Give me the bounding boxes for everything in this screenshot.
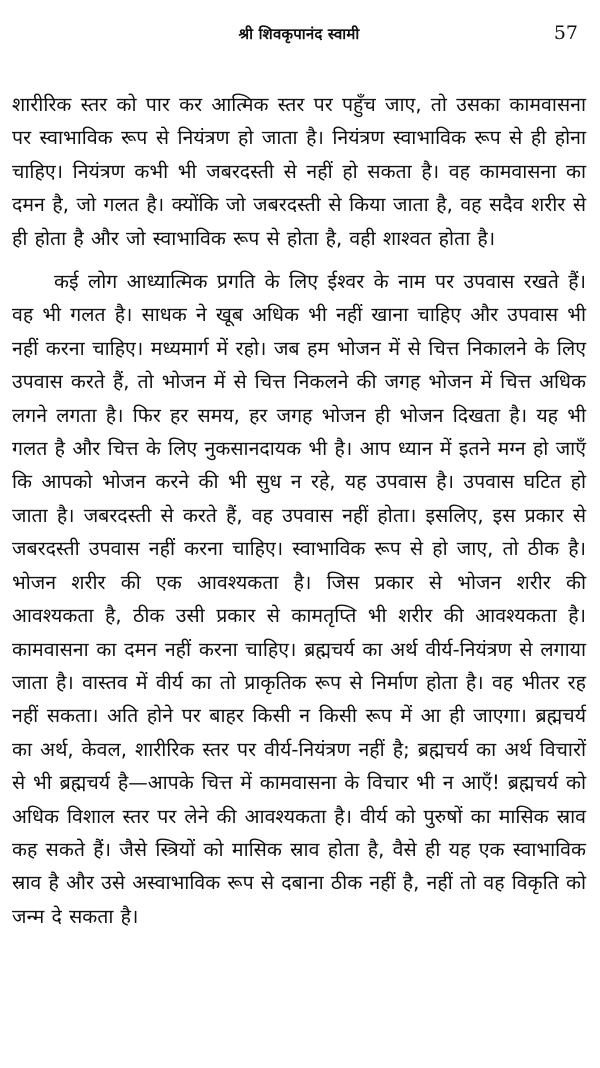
page-header [12, 18, 586, 52]
running-title: श्री शिवकृपानंद स्वामी [238, 25, 360, 43]
paragraph: कई लोग आध्यात्मिक प्रगति के लिए ईश्वर के नाम पर उपवास रखते हैं। वह भी गलत है। साधक ने खूब अधिक भी नहीं खाना चाहिए और उपवास भी नहीं करना चाहिए। मध्यमार्ग में रहो। जब हम भोजन में से चित्त निकालने के लिए उपवास करते हैं, तो भोजन में से चित्त निकलने की जगह भोजन में चित्त अधिक लगने लगता है। फिर हर समय, हर जगह भोजन ही भोजन दिखता है। यह भी गलत है और चित्त के लिए नुकसानदायक भी है। आप ध्यान में इतने मग्न हो जाएँ कि आपको भोजन करने की भी सुध न रहे, यह उपवास है। उपवास घटित हो जाता है। जबरदस्ती से करते हैं, वह उपवास नहीं होता। इसलिए, इस प्रकार से जबरदस्ती उपवास नहीं करना चाहिए। स्वाभाविक रूप से हो जाए, तो ठीक है। भोजन शरीर की एक आवश्यकता है। जिस प्रकार से भोजन शरीर की आवश्यकता है, ठीक उसी प्रकार से कामतृप्ति भी शरीर की आवश्यकता है। कामवासना का दमन नहीं करना चाहिए। ब्रह्मचर्य का अर्थ वीर्य-नियंत्रण से लगाया जाता है। वास्तव में वीर्य का तो प्राकृतिक रूप से निर्माण होता है। वह भीतर रह नहीं सकता। अति होने पर बाहर किसी न किसी रूप में आ ही जाएगा। ब्रह्मचर्य का अर्थ, केवल, शारीरिक स्तर पर वीर्य-नियंत्रण नहीं है; ब्रह्मचर्य का अर्थ विचारों से भी ब्रह्मचर्य है—आपके चित्त में कामवासना के विचार भी न आएँ! ब्रह्मचर्य को अधिक विशाल स्तर पर लेने की आवश्यकता है। वीर्य को पुरुषों का मासिक स्राव कह सकते हैं। जैसे स्त्रियों को मासिक स्राव होता है, वैसे ही यह एक स्वाभाविक स्राव है और उसे अस्वाभाविक रूप से दबाना ठीक नहीं है, नहीं तो वह विकृति को जन्म दे सकता है। [12, 270, 587, 928]
page-number: 57 [553, 22, 578, 44]
paragraph: शारीरिक स्तर को पार कर आत्मिक स्तर पर पहुँच जाए, तो उसका कामवासना पर स्वाभाविक रूप से नियंत्रण हो जाता है। नियंत्रण स्वाभाविक रूप से ही होना चाहिए। नियंत्रण कभी भी जबरदस्ती से नहीं हो सकता है। वह कामवासना का दमन है, जो गलत है। क्योंकि जो जबरदस्ती से किया जाता है, वह सदैव शरीर से ही होता है और जो स्वाभाविक रूप से होता है, वही शाश्वत होता है। [12, 93, 586, 250]
body-text [12, 88, 586, 933]
